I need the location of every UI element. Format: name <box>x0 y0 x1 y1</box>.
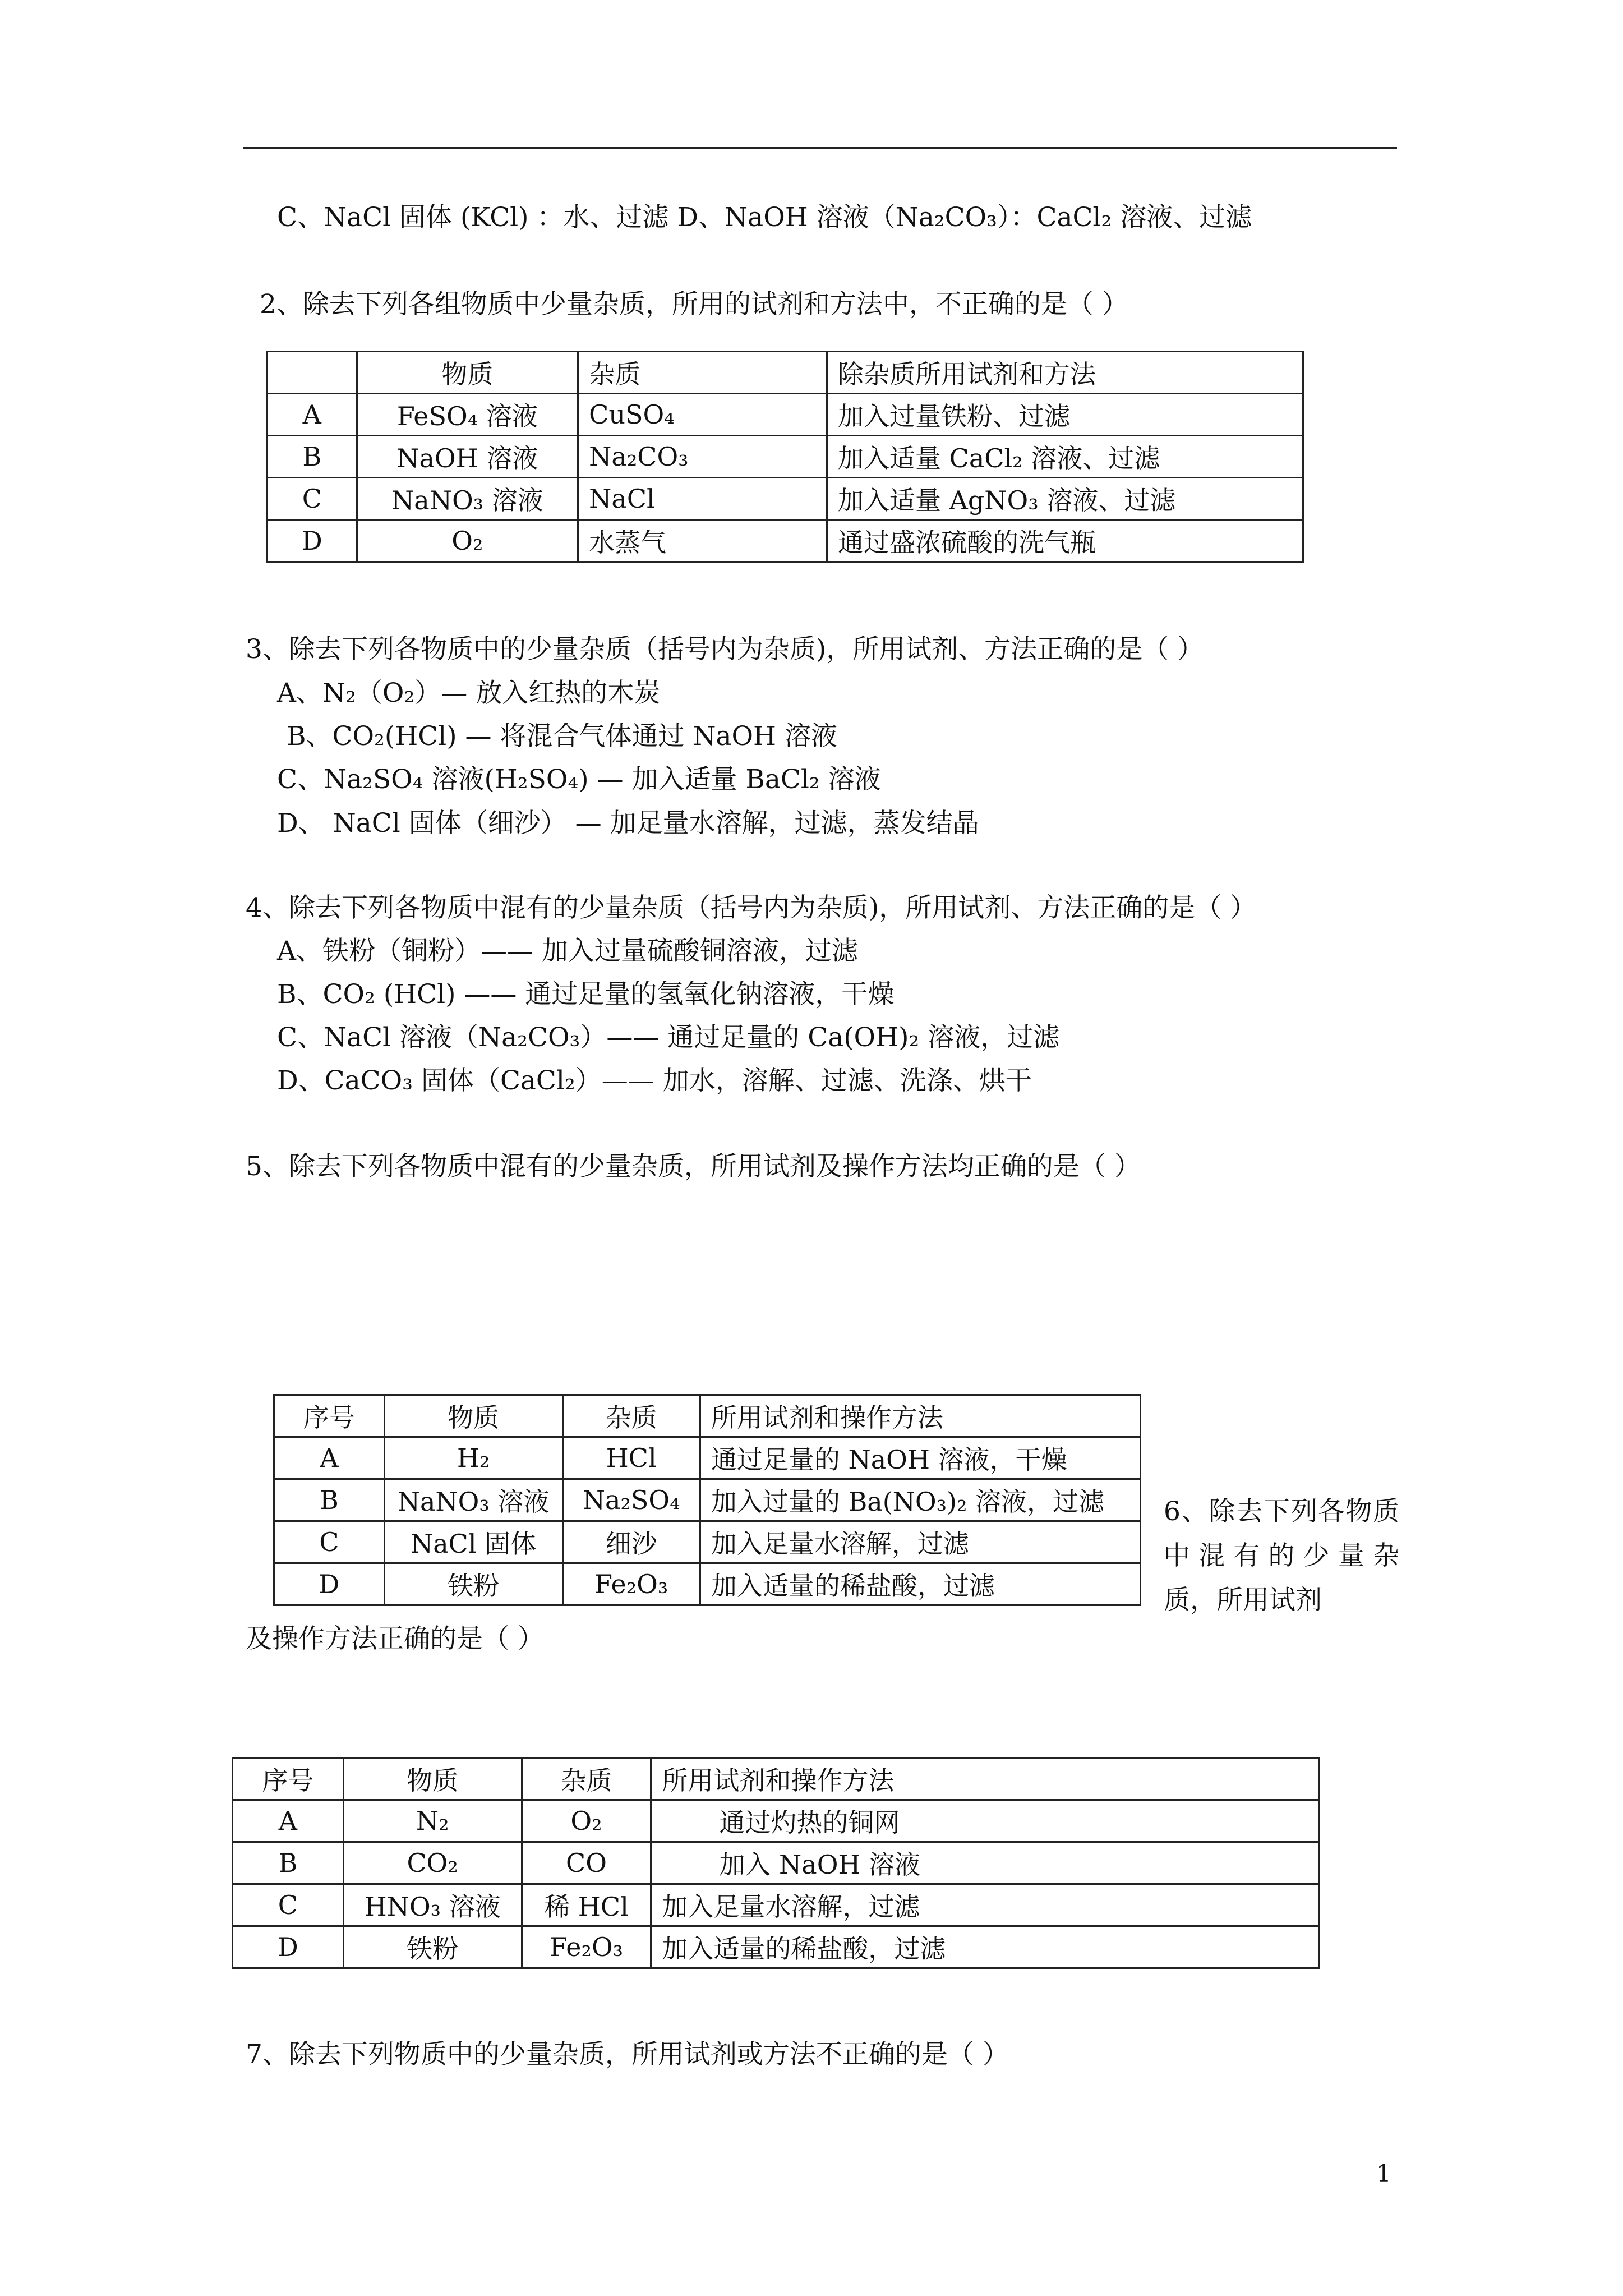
table-header-cell: 所用试剂和操作方法 <box>700 1395 1140 1437</box>
table-cell: 加入过量的 Ba(NO₃)₂ 溶液，过滤 <box>700 1479 1140 1521</box>
table-row <box>274 1437 1141 1479</box>
table-header-row <box>268 352 1303 394</box>
q4-option-c: C、NaCl 溶液（Na₂CO₃）—— 通过足量的 Ca(OH)₂ 溶液，过滤 <box>277 1022 1060 1053</box>
q6-question-side: 6、除去下列各物质中混有的少量杂质，所用试剂 <box>1164 1496 1399 1616</box>
q3-option-b: B、CO₂(HCl) — 将混合气体通过 NaOH 溶液 <box>287 721 837 752</box>
table-row <box>268 394 1303 436</box>
table-header-cell: 物质 <box>343 1758 522 1800</box>
table-cell: 加入适量的稀盐酸，过滤 <box>700 1563 1140 1605</box>
table-cell: 加入适量 CaCl₂ 溶液、过滤 <box>827 436 1303 478</box>
table-cell: HCl <box>562 1437 700 1479</box>
table-cell: Na₂CO₃ <box>578 436 827 478</box>
table-cell: NaCl 固体 <box>384 1521 562 1563</box>
table-header-row <box>233 1758 1319 1800</box>
table-cell: O₂ <box>357 520 578 562</box>
table-cell: CO₂ <box>343 1842 522 1884</box>
table-cell: 铁粉 <box>343 1926 522 1968</box>
table-cell: NaNO₃ 溶液 <box>384 1479 562 1521</box>
table-header-cell: 序号 <box>274 1395 385 1437</box>
table-cell: D <box>268 520 357 562</box>
table-cell: 通过足量的 NaOH 溶液，干燥 <box>700 1437 1140 1479</box>
table-cell: A <box>274 1437 385 1479</box>
table-cell: A <box>233 1800 344 1842</box>
table-cell: B <box>274 1479 385 1521</box>
table-header-cell: 杂质 <box>562 1395 700 1437</box>
table-row <box>233 1926 1319 1968</box>
table-header-cell: 物质 <box>384 1395 562 1437</box>
q5-table <box>273 1394 1141 1606</box>
q4-option-a: A、铁粉（铜粉）—— 加入过量硫酸铜溶液，过滤 <box>277 936 858 967</box>
table-cell: 细沙 <box>562 1521 700 1563</box>
table-header-cell <box>268 352 357 394</box>
table-cell: Fe₂O₃ <box>522 1926 651 1968</box>
table-cell: Fe₂O₃ <box>562 1563 700 1605</box>
table-header-cell: 物质 <box>357 352 578 394</box>
table-row <box>268 520 1303 562</box>
table-cell: 加入过量铁粉、过滤 <box>827 394 1303 436</box>
table-cell: 铁粉 <box>384 1563 562 1605</box>
q4-option-b: B、CO₂ (HCl) —— 通过足量的氢氧化钠溶液，干燥 <box>277 979 895 1010</box>
q3-question: 3、除去下列各物质中的少量杂质（括号内为杂质)，所用试剂、方法正确的是（ ） <box>246 634 1204 665</box>
table-cell: D <box>274 1563 385 1605</box>
q3-option-a: A、N₂（O₂）— 放入红热的木炭 <box>277 678 661 708</box>
table-cell: O₂ <box>522 1800 651 1842</box>
table-cell: B <box>268 436 357 478</box>
q2-question: 2、除去下列各组物质中少量杂质，所用的试剂和方法中，不正确的是（ ） <box>260 289 1128 320</box>
table-cell: 加入适量 AgNO₃ 溶液、过滤 <box>827 478 1303 520</box>
table-cell: 加入 NaOH 溶液 <box>651 1842 1319 1884</box>
q3-option-c: C、Na₂SO₄ 溶液(H₂SO₄) — 加入适量 BaCl₂ 溶液 <box>277 764 881 795</box>
table-row <box>233 1800 1319 1842</box>
table-row <box>268 478 1303 520</box>
table-row <box>268 436 1303 478</box>
table-cell: A <box>268 394 357 436</box>
table-cell: B <box>233 1842 344 1884</box>
table-row <box>274 1521 1141 1563</box>
table-cell: 稀 HCl <box>522 1884 651 1926</box>
table-cell: 通过盛浓硫酸的洗气瓶 <box>827 520 1303 562</box>
q5-question: 5、除去下列各物质中混有的少量杂质，所用试剂及操作方法均正确的是（ ） <box>246 1151 1141 1182</box>
table-cell: C <box>268 478 357 520</box>
q3-option-d: D、 NaCl 固体（细沙） — 加足量水溶解，过滤，蒸发结晶 <box>277 808 979 839</box>
q6-question-tail: 及操作方法正确的是（ ） <box>246 1623 544 1654</box>
table-cell: C <box>274 1521 385 1563</box>
table-cell: N₂ <box>343 1800 522 1842</box>
q7-question: 7、除去下列物质中的少量杂质，所用试剂或方法不正确的是（ ） <box>246 2039 1009 2070</box>
table-header-row <box>274 1395 1141 1437</box>
table-cell: 水蒸气 <box>578 520 827 562</box>
table-header-cell: 序号 <box>233 1758 344 1800</box>
header-rule <box>243 147 1397 149</box>
table-cell: 通过灼热的铜网 <box>651 1800 1319 1842</box>
table-header-cell: 杂质 <box>522 1758 651 1800</box>
q2-table <box>266 351 1304 563</box>
table-header-cell: 杂质 <box>578 352 827 394</box>
table-cell: 加入足量水溶解，过滤 <box>700 1521 1140 1563</box>
table-cell: C <box>233 1884 344 1926</box>
q4-question: 4、除去下列各物质中混有的少量杂质（括号内为杂质)，所用试剂、方法正确的是（ ） <box>246 892 1257 923</box>
table-cell: CuSO₄ <box>578 394 827 436</box>
table-cell: H₂ <box>384 1437 562 1479</box>
table-cell: HNO₃ 溶液 <box>343 1884 522 1926</box>
table-cell: 加入适量的稀盐酸，过滤 <box>651 1926 1319 1968</box>
table-header-cell: 所用试剂和操作方法 <box>651 1758 1319 1800</box>
table-cell: D <box>233 1926 344 1968</box>
q6-table <box>232 1757 1320 1969</box>
table-cell: CO <box>522 1842 651 1884</box>
table-cell: NaNO₃ 溶液 <box>357 478 578 520</box>
table-row <box>233 1884 1319 1926</box>
table-row <box>274 1563 1141 1605</box>
table-row <box>233 1842 1319 1884</box>
table-cell: Na₂SO₄ <box>562 1479 700 1521</box>
table-header-cell: 除杂质所用试剂和方法 <box>827 352 1303 394</box>
table-row <box>274 1479 1141 1521</box>
table-cell: NaOH 溶液 <box>357 436 578 478</box>
q1-options-line: C、NaCl 固体 (KCl) ：水、过滤 D、NaOH 溶液（Na₂CO₃）：CaCl₂ 溶液、过滤 <box>277 202 1252 233</box>
table-cell: NaCl <box>578 478 827 520</box>
table-cell: 加入足量水溶解，过滤 <box>651 1884 1319 1926</box>
q4-option-d: D、CaCO₃ 固体（CaCl₂）—— 加水，溶解、过滤、洗涤、烘干 <box>277 1065 1032 1096</box>
page-number: 1 <box>1376 2160 1391 2187</box>
table-cell: FeSO₄ 溶液 <box>357 394 578 436</box>
